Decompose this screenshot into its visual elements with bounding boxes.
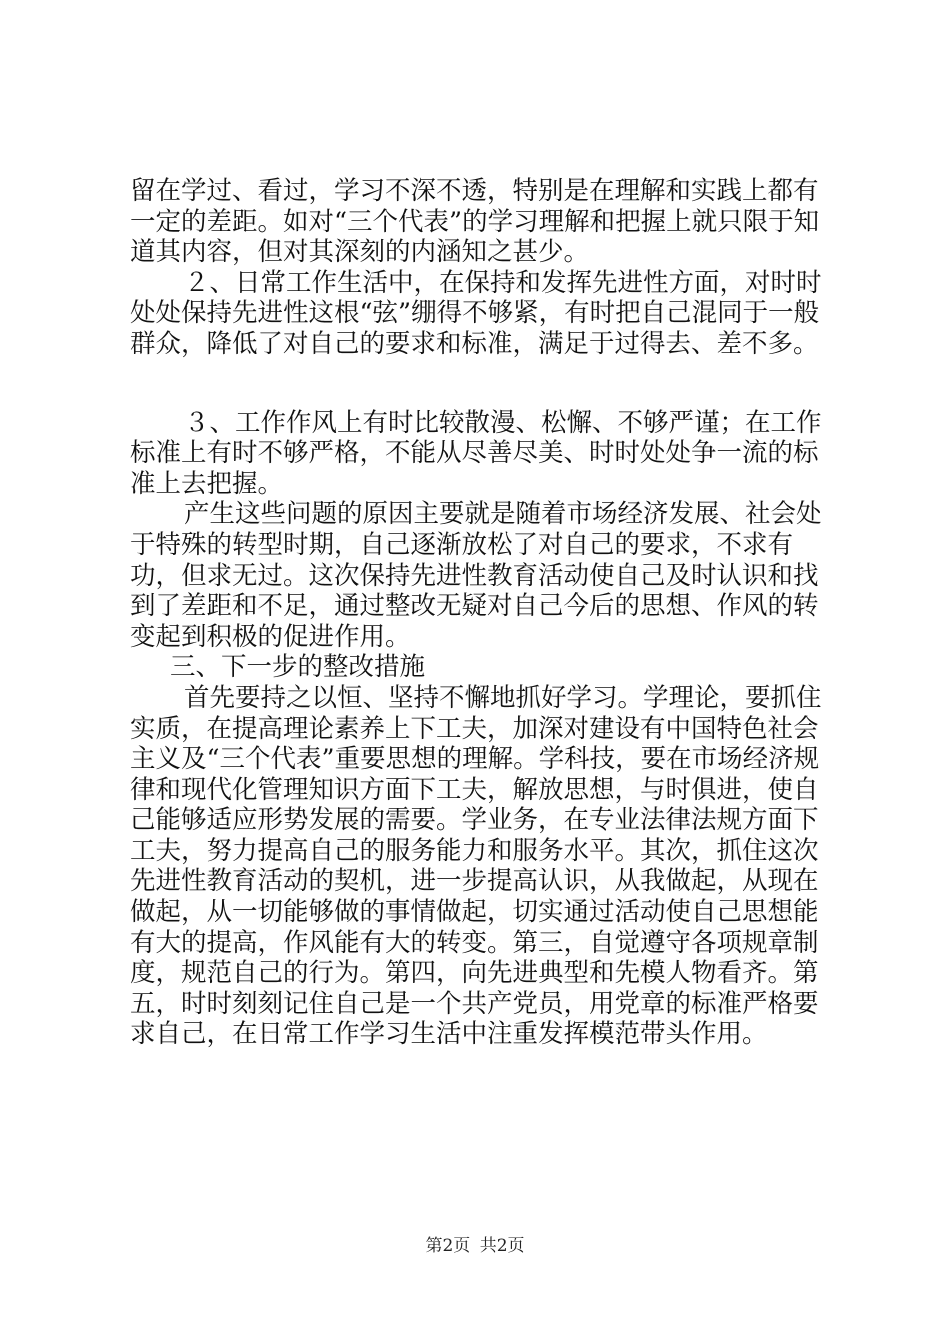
paragraph-spacer	[130, 360, 830, 408]
page-footer	[0, 1236, 950, 1256]
paragraph-item-3: ３、工作作风上有时比较散漫、松懈、不够严谨；在工作标准上有时不够严格，不能从尽善尽美、时时处处争一流的标准上去把握。	[130, 407, 822, 499]
section-heading-next-steps: 三、下一步的整改措施	[170, 652, 426, 683]
document-body	[130, 176, 830, 1050]
paragraph-item-2: ２、日常工作生活中，在保持和发挥先进性方面，对时时处处保持先进性这根“弦”绷得不够紧，有时把自己混同于一般群众，降低了对自己的要求和标准，满足于过得去、差不多。	[130, 267, 822, 359]
paragraph-measures: 首先要持之以恒、坚持不懈地抓好学习。学理论，要抓住实质，在提高理论素养上下工夫，加深对建设有中国特色社会主义及“三个代表”重要思想的理解。学科技，要在市场经济规律和现代化管理知识方面下工夫，解放思想，与时俱进，使自己能够适应形势发展的需要。学业务，在专业法律法规方面下工夫，努力提高自己的服务能力和服务水平。其次，抓住这次先进性教育活动的契机，进一步提高认识，从我做起，从现在做起，从一切能够做的事情做起，切实通过活动使自己思想能有大的提高，作风能有大的转变。第三，自觉遵守各项规章制度，规范自己的行为。第四，向先进典型和先模人物看齐。第五，时时刻刻记住自己是一个共产党员，用党章的标准严格要求自己，在日常工作学习生活中注重发挥模范带头作用。	[130, 682, 822, 1050]
paragraph-continuation: 留在学过、看过，学习不深不透，特别是在理解和实践上都有一定的差距。如对“三个代表”的学习理解和把握上就只限于知道其内容，但对其深刻的内涵知之甚少。	[130, 176, 820, 268]
paragraph-causes: 产生这些问题的原因主要就是随着市场经济发展、社会处于特殊的转型时期，自己逐渐放松了对自己的要求，不求有功，但求无过。这次保持先进性教育活动使自己及时认识和找到了差距和不足，通过整改无疑对自己今后的思想、作风的转变起到积极的促进作用。	[130, 499, 822, 652]
page-number: 第2页	[425, 1236, 471, 1256]
page-total: 共2页	[479, 1236, 525, 1256]
